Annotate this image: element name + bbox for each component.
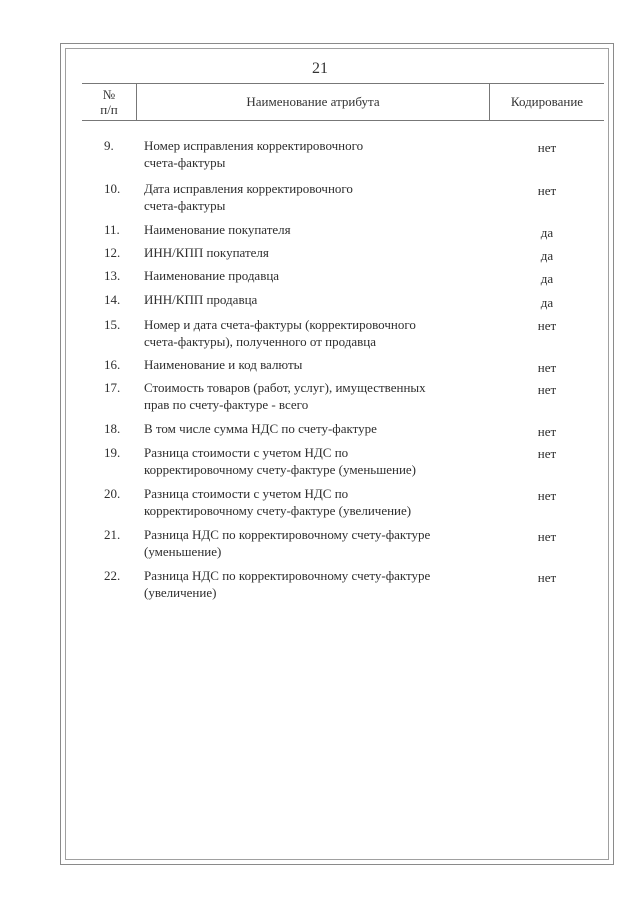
row-number: 15. bbox=[104, 317, 121, 332]
row-name-line: Разница стоимости с учетом НДС по bbox=[144, 445, 349, 460]
row-number: 10. bbox=[104, 181, 121, 196]
row-name-line: корректировочному счету-фактуре (уменьшение) bbox=[144, 462, 417, 477]
row-name-line: Разница НДС по корректировочному счету-фактуре bbox=[144, 527, 431, 542]
row-coding: нет bbox=[537, 529, 557, 544]
row-name-line: корректировочному счету-фактуре (увеличение) bbox=[144, 503, 412, 518]
row-name-line: счета-фактуры), полученного от продавца bbox=[144, 334, 377, 349]
row-name-line: (увеличение) bbox=[144, 585, 217, 600]
row-number: 9. bbox=[104, 138, 114, 153]
header-number-abbrev: п/п bbox=[100, 102, 118, 117]
row-coding: нет bbox=[537, 488, 557, 503]
row-attribute-name bbox=[144, 137, 492, 171]
row-coding: нет bbox=[537, 570, 557, 585]
row-coding: нет bbox=[537, 446, 557, 461]
row-number: 14. bbox=[104, 292, 121, 307]
row-name-line: Наименование и код валюты bbox=[144, 357, 303, 372]
row-coding: нет bbox=[537, 140, 557, 155]
row-number: 21. bbox=[104, 527, 121, 542]
row-attribute-name bbox=[144, 180, 492, 214]
row-coding: да bbox=[540, 271, 554, 286]
row-attribute-name bbox=[144, 420, 492, 437]
row-name-line: Наименование покупателя bbox=[144, 222, 291, 237]
row-number: 20. bbox=[104, 486, 121, 501]
header-attribute-name: Наименование атрибута bbox=[137, 84, 490, 120]
row-name-line: Разница стоимости с учетом НДС по bbox=[144, 486, 349, 501]
row-coding: да bbox=[540, 295, 554, 310]
row-attribute-name bbox=[144, 356, 492, 373]
row-name-line: ИНН/КПП продавца bbox=[144, 292, 258, 307]
row-coding: нет bbox=[537, 318, 557, 333]
row-name-line: Дата исправления корректировочного bbox=[144, 181, 353, 196]
row-attribute-name bbox=[144, 291, 492, 308]
row-coding: нет bbox=[537, 183, 557, 198]
row-attribute-name bbox=[144, 244, 492, 261]
header-number-symbol: № bbox=[102, 87, 116, 102]
row-number: 12. bbox=[104, 245, 121, 260]
row-attribute-name bbox=[144, 221, 492, 238]
page-number: 21 bbox=[312, 60, 328, 77]
row-number: 19. bbox=[104, 445, 121, 460]
row-coding: нет bbox=[537, 382, 557, 397]
row-name-line: Номер исправления корректировочного bbox=[144, 138, 364, 153]
row-number: 16. bbox=[104, 357, 121, 372]
row-number: 18. bbox=[104, 421, 121, 436]
row-attribute-name bbox=[144, 567, 492, 601]
row-name-line: счета-фактуры bbox=[144, 155, 226, 170]
row-number: 13. bbox=[104, 268, 121, 283]
row-name-line: В том числе сумма НДС по счету-фактуре bbox=[144, 421, 377, 436]
row-attribute-name bbox=[144, 379, 492, 413]
row-attribute-name bbox=[144, 316, 492, 350]
header-coding: Кодирование bbox=[510, 94, 584, 109]
row-number: 11. bbox=[104, 222, 120, 237]
row-number: 17. bbox=[104, 380, 121, 395]
row-name-line: Наименование продавца bbox=[144, 268, 280, 283]
row-coding: нет bbox=[537, 424, 557, 439]
row-name-line: прав по счету-фактуре - всего bbox=[144, 397, 309, 412]
row-name-line: (уменьшение) bbox=[144, 544, 222, 559]
row-coding: да bbox=[540, 248, 554, 263]
row-attribute-name bbox=[144, 444, 492, 478]
row-name-line: счета-фактуры bbox=[144, 198, 226, 213]
row-name-line: ИНН/КПП покупателя bbox=[144, 245, 269, 260]
row-name-line: Номер и дата счета-фактуры (корректировочного bbox=[144, 317, 416, 332]
header-number-column bbox=[82, 84, 137, 120]
row-coding: нет bbox=[537, 360, 557, 375]
row-number: 22. bbox=[104, 568, 121, 583]
row-attribute-name bbox=[144, 526, 492, 560]
row-attribute-name bbox=[144, 267, 492, 284]
row-attribute-name bbox=[144, 485, 492, 519]
row-name-line: Разница НДС по корректировочному счету-фактуре bbox=[144, 568, 431, 583]
row-coding: да bbox=[540, 225, 554, 240]
table-header bbox=[82, 83, 604, 121]
row-name-line: Стоимость товаров (работ, услуг), имущественных bbox=[144, 380, 426, 395]
